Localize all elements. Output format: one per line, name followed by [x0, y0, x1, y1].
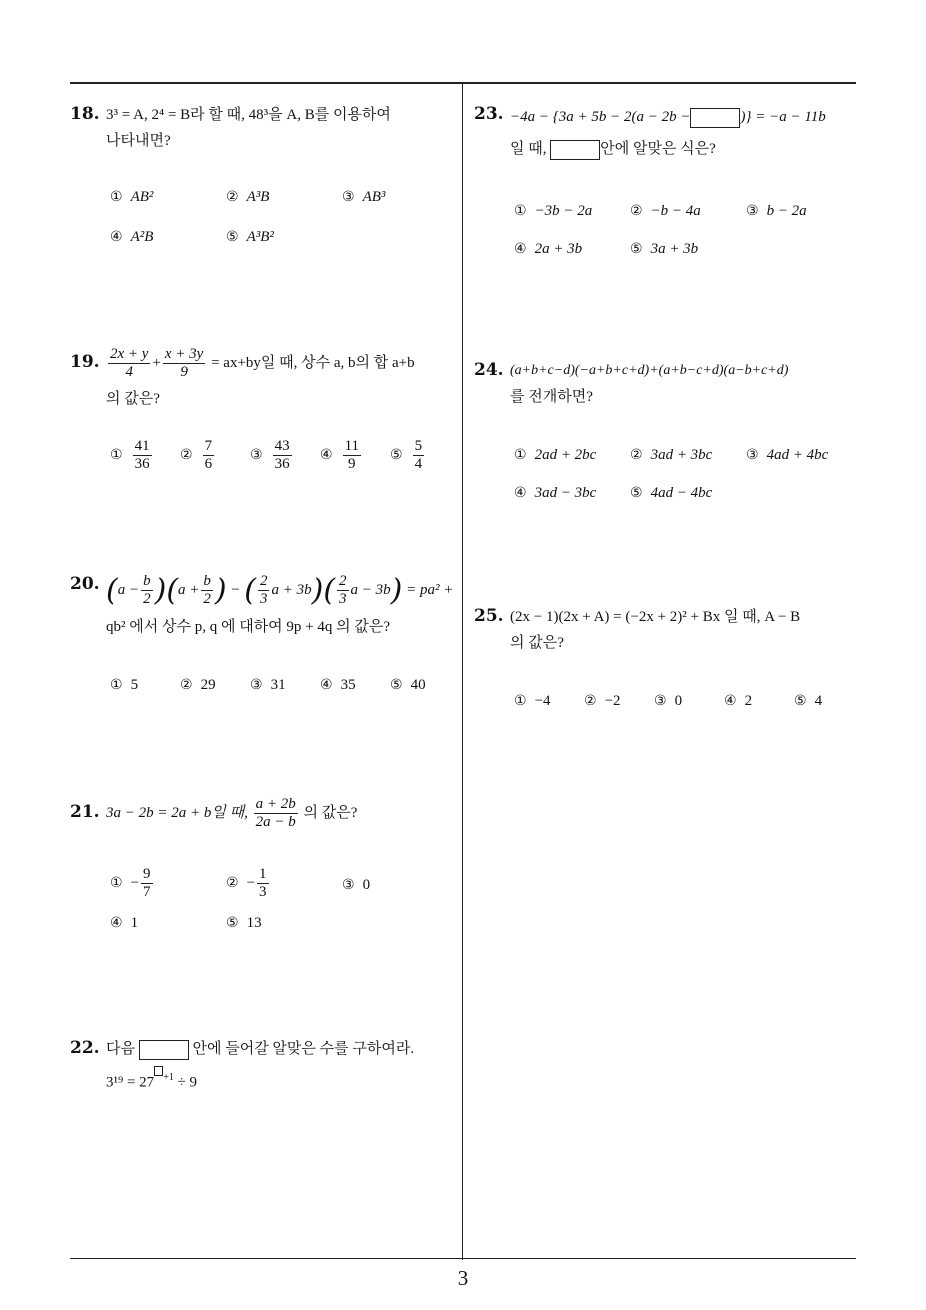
question-expression: (a+b+c−d)(−a+b+c+d)+(a+b−c+d)(a−b+c+d)	[510, 363, 789, 378]
question-equation: 3¹⁹ = 27 $^{+1}$ ÷ 9	[106, 1066, 197, 1094]
question-25	[474, 606, 864, 726]
choice-5[interactable]: ⑤ $\frac{5}{4}$	[390, 438, 423, 473]
question-22: 22. 다음 안에 들어갈 알맞은 수를 구하여라. 3¹⁹ = 27 $^{+1}$ ÷ 9	[70, 1038, 460, 1098]
choice-2[interactable]: ② 29	[180, 677, 216, 693]
question-text-line2: qb² 에서 상수 p, q 에 대하여 9p + 4q 의 값은?	[106, 619, 391, 635]
question-number: 23.	[474, 104, 504, 124]
fraction: $\frac{a + 2b}{2a - b}$	[255, 796, 296, 831]
top-rule	[70, 82, 856, 84]
choice-2[interactable]: ② − $\frac{1}{3}$	[226, 866, 267, 901]
choice-5[interactable]: ⑤ 4ad − 4bc	[630, 485, 713, 501]
choice-3[interactable]: ③ $\frac{43}{36}$	[250, 438, 290, 473]
column-divider	[462, 82, 463, 1260]
choice-2[interactable]: ② A³B	[226, 189, 270, 205]
question-text-line2: 의 값은?	[106, 391, 160, 407]
answer-blank-box	[550, 140, 600, 160]
question-number: 20.	[70, 574, 100, 594]
question-text: = ax+by일 때, 상수 a, b의 합 a+b	[211, 355, 415, 372]
question-text: 3³ = A, 2⁴ = B라 할 때, 48³을 A, B를 이용하여	[106, 107, 391, 123]
answer-blank-box	[139, 1040, 189, 1060]
question-18	[70, 104, 460, 264]
choice-3[interactable]: ③ 0	[342, 877, 371, 893]
choice-3[interactable]: ③ AB³	[342, 189, 386, 205]
choice-5[interactable]: ⑤ 4	[794, 693, 823, 709]
choice-5[interactable]: ⑤ 3a + 3b	[630, 241, 699, 257]
choice-1[interactable]: ① 2ad + 2bc	[514, 447, 597, 463]
fraction: $\frac{x + 3y}{9}$	[164, 346, 204, 381]
question-24	[474, 360, 864, 510]
question-19: 19. $\frac{2x + y}{4}$ + $\frac{x + 3y}{9}$ = ax+by일 때, 상수 a, b의 합 a+b 의 값은? ① $\frac{41}{36}$ ② $\frac{7}{6}$ ③ $\frac{43}{36}$ ④ $\frac{11}{9}$ ⑤ $\frac{5}{4}$	[70, 346, 460, 496]
choice-4[interactable]: ④ 3ad − 3bc	[514, 485, 597, 501]
fraction: $\frac{2x + y}{4}$	[110, 346, 149, 381]
choice-5[interactable]: ⑤ A³B²	[226, 229, 274, 245]
question-expression: −4a − {3a + 5b − 2(a − 2b − )} = −a − 11b	[510, 106, 826, 129]
choice-4[interactable]: ④ 35	[320, 677, 356, 693]
choice-1[interactable]: ① $\frac{41}{36}$	[110, 438, 150, 473]
question-number: 25.	[474, 606, 504, 626]
page-number: 3	[457, 1266, 469, 1290]
choice-4[interactable]: ④ 2	[724, 693, 753, 709]
choice-4[interactable]: ④ $\frac{11}{9}$	[320, 438, 360, 473]
question-number: 18.	[70, 104, 100, 124]
choice-2[interactable]: ② $\frac{7}{6}$	[180, 438, 213, 473]
question-20	[70, 568, 460, 708]
question-21: 21. 3a − 2b = 2a + b일 때, $\frac{a + 2b}{2a - b}$ 의 값은? ① − $\frac{9}{7}$ ② − $\frac{1}{3}$ ③ 0 ④ 1 ⑤ 13	[70, 796, 460, 946]
choice-3[interactable]: ③ 4ad + 4bc	[746, 447, 829, 463]
bottom-rule	[70, 1258, 856, 1259]
question-text: (2x − 1)(2x + A) = (−2x + 2)² + Bx 일 때, A − B	[510, 609, 801, 625]
choice-1[interactable]: ① 5	[110, 677, 139, 693]
choice-4[interactable]: ④ 1	[110, 915, 139, 931]
question-text-line2: 의 값은?	[510, 635, 564, 651]
choice-3[interactable]: ③ 31	[250, 677, 286, 693]
small-blank-box	[154, 1066, 163, 1076]
choice-1[interactable]: ① −3b − 2a	[514, 203, 593, 219]
choice-4[interactable]: ④ A²B	[110, 229, 154, 245]
choice-5[interactable]: ⑤ 13	[226, 915, 262, 931]
choice-1[interactable]: ① −4	[514, 693, 551, 709]
question-number: 19.	[70, 352, 100, 372]
question-number: 24.	[474, 360, 504, 380]
question-text-line2: 일 때, 안에 알맞은 식은?	[510, 138, 716, 161]
question-text-line2: 나타내면?	[106, 133, 171, 149]
question-expression: (a − $\frac{b}{2}$ )(a + $\frac{b}{2}$ ) − ( $\frac{2}{3}$ a + 3b)( $\frac{2}{3}$ a − 3b) = pa² +	[106, 572, 454, 608]
choice-2[interactable]: ② −b − 4a	[630, 203, 701, 219]
answer-blank-box	[690, 108, 740, 128]
choice-2[interactable]: ② −2	[584, 693, 621, 709]
choice-3[interactable]: ③ b − 2a	[746, 203, 807, 219]
choice-5[interactable]: ⑤ 40	[390, 677, 426, 693]
choice-4[interactable]: ④ 2a + 3b	[514, 241, 583, 257]
question-23	[474, 104, 864, 264]
choice-1[interactable]: ① − $\frac{9}{7}$	[110, 866, 151, 901]
question-number: 21.	[70, 802, 100, 822]
choice-2[interactable]: ② 3ad + 3bc	[630, 447, 713, 463]
choice-3[interactable]: ③ 0	[654, 693, 683, 709]
question-text: 3a − 2b = 2a + b일 때,	[106, 805, 248, 822]
question-number: 22.	[70, 1038, 100, 1058]
choice-1[interactable]: ① AB²	[110, 189, 154, 205]
question-text-line2: 를 전개하면?	[510, 389, 593, 405]
